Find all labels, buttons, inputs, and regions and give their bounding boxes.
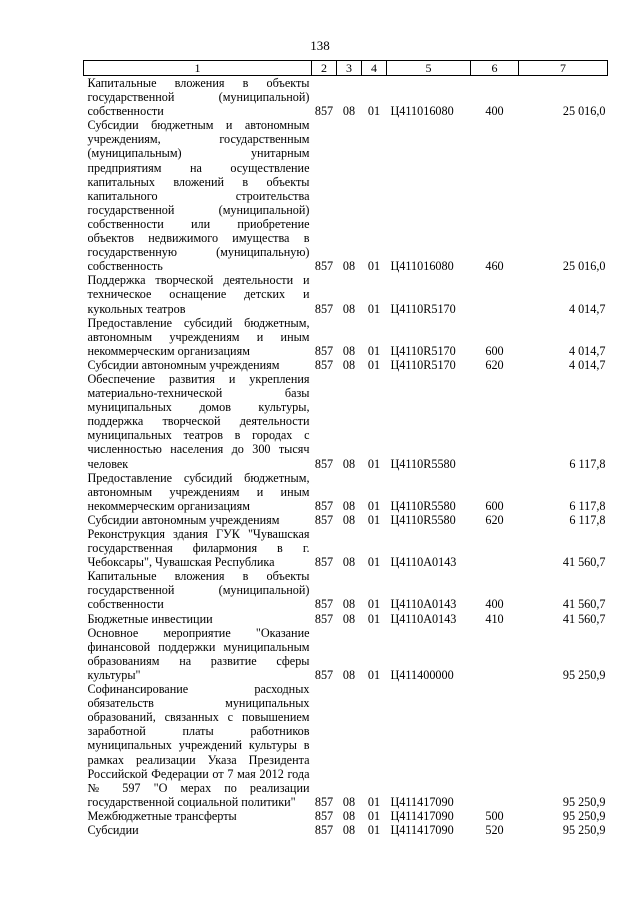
table-header	[84, 61, 608, 76]
section-code-cell: 08	[342, 259, 356, 274]
section-code-cell: 08	[342, 498, 356, 513]
expense-type-cell	[471, 273, 519, 315]
subsection-code-cell: 01	[367, 456, 381, 471]
amount-cell: 95 250,9	[562, 667, 606, 682]
expense-type-cell: 600	[485, 498, 504, 513]
target-article-cell: Ц4110R5580	[390, 512, 456, 527]
target-article-cell: Ц4110R5170	[390, 343, 456, 358]
amount-cell: 6 117,8	[569, 456, 606, 471]
subsection-code-cell: 01	[367, 498, 381, 513]
expense-type-cell	[471, 527, 519, 569]
subsection-code-cell: 01	[367, 597, 381, 612]
target-article-cell: Ц411400000	[390, 667, 454, 682]
expense-type-cell: 520	[485, 822, 504, 837]
target-article-cell: Ц4110А0143	[390, 555, 457, 570]
column-header-1: 1	[84, 61, 312, 76]
expense-name-cell: Основное мероприятие "Оказание финансовой поддержки муниципальным образованиям на развитие сферы культуры"	[87, 625, 310, 682]
ministry-code-cell: 857	[314, 597, 334, 612]
ministry-code-cell: 857	[314, 259, 334, 274]
table-row	[84, 316, 608, 358]
table-row	[84, 569, 608, 611]
section-code-cell: 08	[342, 667, 356, 682]
subsection-code-cell: 01	[367, 808, 381, 823]
section-code-cell: 08	[342, 555, 356, 570]
table-row	[84, 372, 608, 471]
amount-cell: 95 250,9	[562, 808, 606, 823]
amount-cell: 25 016,0	[562, 259, 606, 274]
ministry-code-cell: 857	[314, 611, 334, 626]
expense-name-cell: Субсидии автономным учреждениям	[87, 357, 280, 372]
expense-name-cell: Бюджетные инвестиции	[87, 611, 213, 626]
expense-type-cell	[471, 682, 519, 809]
column-header-6: 6	[471, 61, 519, 76]
column-header-4: 4	[362, 61, 387, 76]
section-code-cell: 08	[342, 611, 356, 626]
table-row	[84, 118, 608, 273]
target-article-cell: Ц4110R5580	[390, 456, 456, 471]
amount-cell: 41 560,7	[562, 597, 606, 612]
subsection-code-cell: 01	[367, 555, 381, 570]
table-row	[84, 626, 608, 682]
subsection-code-cell: 01	[367, 822, 381, 837]
ministry-code-cell: 857	[314, 301, 334, 316]
subsection-code-cell: 01	[367, 301, 381, 316]
amount-cell: 41 560,7	[562, 555, 606, 570]
expense-type-cell: 410	[485, 611, 504, 626]
expense-type-cell: 400	[485, 104, 504, 119]
ministry-code-cell: 857	[314, 456, 334, 471]
table-row	[84, 823, 608, 837]
target-article-cell: Ц411016080	[390, 104, 454, 119]
expense-name-cell: Субсидии бюджетным и автономным учреждениям, государственным (муниципальным) унитарным предприятиям на осуществление капитальных вложений в объекты капитального строительства государственной (муниципальной) собственности или приобретение объектов недвижимого имущества в государственную (муниципальную) собственность	[87, 118, 310, 274]
target-article-cell: Ц4110R5580	[390, 498, 456, 513]
section-code-cell: 08	[342, 808, 356, 823]
amount-cell: 25 016,0	[562, 104, 606, 119]
expense-type-cell	[471, 626, 519, 682]
target-article-cell: Ц4110R5170	[390, 301, 456, 316]
amount-cell: 4 014,7	[568, 357, 606, 372]
ministry-code-cell: 857	[314, 667, 334, 682]
section-code-cell: 08	[342, 301, 356, 316]
amount-cell: 6 117,8	[569, 498, 606, 513]
column-header-7: 7	[519, 61, 608, 76]
expense-name-cell: Поддержка творческой деятельности и техническое оснащение детских и кукольных театров	[87, 273, 310, 316]
amount-cell: 4 014,7	[568, 301, 606, 316]
target-article-cell: Ц411417090	[390, 794, 454, 809]
column-header-2: 2	[312, 61, 337, 76]
page-number: 138	[310, 38, 330, 53]
ministry-code-cell: 857	[314, 104, 334, 119]
ministry-code-cell: 857	[314, 822, 334, 837]
section-code-cell: 08	[342, 597, 356, 612]
subsection-code-cell: 01	[367, 794, 381, 809]
expense-name-cell: Капитальные вложения в объекты государственной (муниципальной) собственности	[87, 76, 310, 119]
target-article-cell: Ц411016080	[390, 259, 454, 274]
expense-type-cell: 460	[485, 259, 504, 274]
section-code-cell: 08	[342, 512, 356, 527]
section-code-cell: 08	[342, 822, 356, 837]
target-article-cell: Ц411417090	[390, 808, 454, 823]
expense-type-cell: 620	[485, 357, 504, 372]
expense-name-cell: Реконструкция здания ГУК "Чувашская государственная филармония в г. Чебоксары", Чувашская Республика	[87, 527, 310, 570]
subsection-code-cell: 01	[367, 343, 381, 358]
ministry-code-cell: 857	[314, 498, 334, 513]
subsection-code-cell: 01	[367, 667, 381, 682]
table-body	[84, 76, 608, 838]
expense-name-cell: Межбюджетные трансферты	[87, 808, 237, 823]
subsection-code-cell: 01	[367, 104, 381, 119]
target-article-cell: Ц4110А0143	[390, 597, 457, 612]
section-code-cell: 08	[342, 456, 356, 471]
table-row	[84, 527, 608, 569]
amount-cell: 95 250,9	[562, 822, 606, 837]
amount-cell: 41 560,7	[562, 611, 606, 626]
ministry-code-cell: 857	[314, 555, 334, 570]
table-row	[84, 612, 608, 626]
target-article-cell: Ц4110А0143	[390, 611, 457, 626]
table-row	[84, 513, 608, 527]
expense-type-cell: 600	[485, 343, 504, 358]
amount-cell: 6 117,8	[569, 512, 606, 527]
table-row	[84, 471, 608, 513]
section-code-cell: 08	[342, 357, 356, 372]
subsection-code-cell: 01	[367, 357, 381, 372]
ministry-code-cell: 857	[314, 808, 334, 823]
column-header-5: 5	[387, 61, 471, 76]
budget-table	[83, 60, 608, 837]
target-article-cell: Ц4110R5170	[390, 357, 456, 372]
expense-type-cell: 400	[485, 597, 504, 612]
target-article-cell: Ц411417090	[390, 822, 454, 837]
table-row	[84, 273, 608, 315]
column-header-3: 3	[337, 61, 362, 76]
expense-name-cell: Субсидии	[87, 822, 139, 837]
ministry-code-cell: 857	[314, 512, 334, 527]
table-row	[84, 809, 608, 823]
expense-type-cell: 620	[485, 512, 504, 527]
amount-cell: 4 014,7	[568, 343, 606, 358]
section-code-cell: 08	[342, 343, 356, 358]
ministry-code-cell: 857	[314, 794, 334, 809]
expense-name-cell: Предоставление субсидий бюджетным, автономным учреждениям и иным некоммерческим организациям	[87, 315, 310, 358]
expense-type-cell: 500	[485, 808, 504, 823]
expense-name-cell: Обеспечение развития и укрепления материально-технической базы муниципальных домов культуры, поддержка творческой деятельности муниципальных театров в городах с численностью населения до 300 тысяч человек	[87, 371, 310, 471]
table-row	[84, 358, 608, 372]
expense-name-cell: Софинансирование расходных обязательств муниципальных образований, связанных с повышением заработной платы работников муниципальных учреждений культуры в рамках реализации Указа Президента Российской Федерации от 7 мая 2012 года № 597 "О мерах по реализации государственной социальной политики"	[87, 682, 310, 809]
subsection-code-cell: 01	[367, 259, 381, 274]
section-code-cell: 08	[342, 104, 356, 119]
section-code-cell: 08	[342, 794, 356, 809]
subsection-code-cell: 01	[367, 512, 381, 527]
expense-name-cell: Капитальные вложения в объекты государственной (муниципальной) собственности	[87, 569, 310, 612]
amount-cell: 95 250,9	[562, 794, 606, 809]
expense-type-cell	[471, 372, 519, 471]
subsection-code-cell: 01	[367, 611, 381, 626]
expense-name-cell: Предоставление субсидий бюджетным, автономным учреждениям и иным некоммерческим организациям	[87, 470, 310, 513]
ministry-code-cell: 857	[314, 357, 334, 372]
table-row	[84, 682, 608, 809]
ministry-code-cell: 857	[314, 343, 334, 358]
table-row	[84, 76, 608, 119]
expense-name-cell: Субсидии автономным учреждениям	[87, 512, 280, 527]
